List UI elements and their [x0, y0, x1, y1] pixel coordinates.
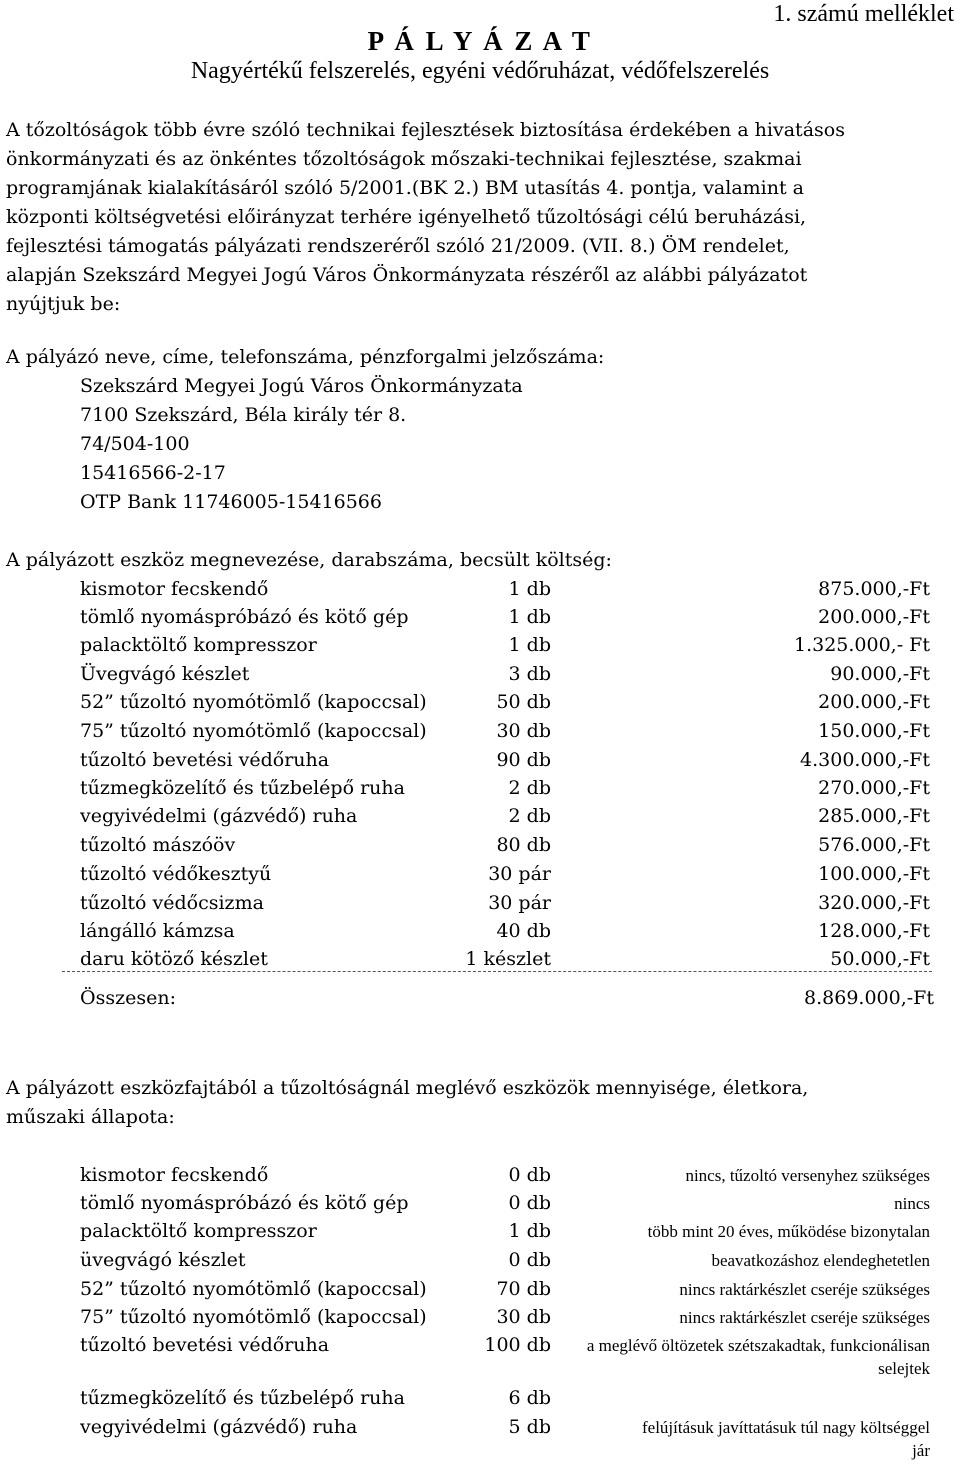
- item-cost: 285.000,-Ft: [818, 805, 930, 827]
- existing-heading-line: műszaki állapota:: [6, 1106, 175, 1128]
- item-name: lángálló kámzsa: [80, 920, 235, 942]
- item-name: tűzoltó bevetési védőruha: [80, 749, 330, 771]
- table-row: [0, 1384, 960, 1413]
- requested-heading: A pályázott eszköz megnevezése, darabszáma, becsült költség:: [6, 549, 612, 571]
- item-name: tűzoltó mászóöv: [80, 834, 236, 856]
- item-quantity: 30 pár: [488, 863, 551, 885]
- table-row: [0, 688, 960, 717]
- document-title: P Á L Y Á Z A T: [367, 26, 593, 56]
- item-name: 52” tűzoltó nyomótömlő (kapoccsal): [80, 691, 427, 713]
- item-cost: 1.325.000,- Ft: [793, 634, 930, 656]
- table-row: [0, 1303, 960, 1332]
- sum-divider: [62, 971, 932, 972]
- item-cost: 4.300.000,-Ft: [800, 749, 930, 771]
- item-name: tömlő nyomáspróbázó és kötő gép: [80, 1192, 409, 1214]
- table-row: [0, 1217, 960, 1246]
- item-name: vegyivédelmi (gázvédő) ruha: [80, 1416, 358, 1438]
- applicant-details: [80, 372, 523, 517]
- item-name: tűzoltó védőkesztyű: [80, 863, 272, 885]
- table-row: [0, 746, 960, 775]
- intro-line: nyújtjuk be:: [6, 293, 121, 315]
- item-quantity: 2 db: [508, 805, 551, 827]
- item-quantity: 100 db: [484, 1334, 551, 1356]
- item-condition: felújításuk javíttatásuk túl nagy költséggel jár: [642, 1418, 930, 1460]
- item-quantity: 30 db: [496, 1306, 551, 1328]
- item-quantity: 50 db: [496, 691, 551, 713]
- intro-line: A tőzoltóságok több évre szóló technikai fejlesztések biztosítása érdekében a hivatásos: [6, 119, 845, 141]
- item-name: üvegvágó készlet: [80, 1249, 246, 1271]
- annex-label: 1. számú melléklet: [773, 1, 954, 27]
- item-name: 52” tűzoltó nyomótömlő (kapoccsal): [80, 1278, 427, 1300]
- item-name: tömlő nyomáspróbázó és kötő gép: [80, 606, 409, 628]
- item-cost: 100.000,-Ft: [818, 863, 930, 885]
- item-quantity: 1 db: [508, 634, 551, 656]
- item-quantity: 40 db: [496, 920, 551, 942]
- intro-line: alapján Szekszárd Megyei Jogú Város Önkormányzata részéről az alábbi pályázatot: [6, 264, 808, 286]
- item-cost: 200.000,-Ft: [818, 691, 930, 713]
- item-quantity: 2 db: [508, 777, 551, 799]
- item-condition: több mint 20 éves, működése bizonytalan: [647, 1222, 930, 1241]
- total-label: Összesen:: [80, 987, 176, 1009]
- item-name: kismotor fecskendő: [80, 578, 269, 600]
- table-row: [0, 860, 960, 889]
- item-name: kismotor fecskendő: [80, 1164, 269, 1186]
- item-name: tűzoltó bevetési védőruha: [80, 1334, 330, 1356]
- item-quantity: 0 db: [508, 1164, 551, 1186]
- item-quantity: 0 db: [508, 1192, 551, 1214]
- table-row: [0, 1189, 960, 1218]
- item-cost: 90.000,-Ft: [830, 663, 930, 685]
- existing-heading-line: A pályázott eszközfajtából a tűzoltóságnál meglévő eszközök mennyisége, életkora,: [6, 1077, 809, 1099]
- intro-paragraph: [6, 116, 954, 319]
- item-quantity: 1 db: [508, 606, 551, 628]
- item-condition: nincs: [894, 1194, 930, 1213]
- table-row: [0, 717, 960, 746]
- intro-line: központi költségvetési előirányzat terhére igényelhető tűzoltósági célú beruházási,: [6, 206, 807, 228]
- item-quantity: 1 készlet: [465, 948, 551, 970]
- table-row: [0, 1331, 960, 1383]
- table-row: [0, 917, 960, 946]
- item-cost: 150.000,-Ft: [818, 720, 930, 742]
- applicant-address: 7100 Szekszárd, Béla király tér 8.: [80, 404, 407, 426]
- document-subtitle: Nagyértékű felszerelés, egyéni védőruházat, védőfelszerelés: [190, 58, 770, 84]
- item-condition: nincs raktárkészlet cseréje szükséges: [679, 1280, 930, 1299]
- applicant-bank-account: OTP Bank 11746005-15416566: [80, 491, 382, 513]
- table-row: [0, 889, 960, 918]
- item-name: tűzmegközelítő és tűzbelépő ruha: [80, 1387, 405, 1409]
- item-name: vegyivédelmi (gázvédő) ruha: [80, 805, 358, 827]
- item-name: palacktöltő kompresszor: [80, 634, 317, 656]
- total-row: [0, 984, 960, 1013]
- item-cost: 200.000,-Ft: [818, 606, 930, 628]
- item-cost: 576.000,-Ft: [818, 834, 930, 856]
- item-cost: 50.000,-Ft: [830, 948, 930, 970]
- item-quantity: 1 db: [508, 578, 551, 600]
- item-name: tűzmegközelítő és tűzbelépő ruha: [80, 777, 405, 799]
- item-condition: a meglévő öltözetek szétszakadtak, funkcionálisan selejtek: [586, 1336, 930, 1378]
- item-quantity: 1 db: [508, 1220, 551, 1242]
- item-cost: 875.000,-Ft: [818, 578, 930, 600]
- item-cost: 270.000,-Ft: [818, 777, 930, 799]
- table-row: [0, 1161, 960, 1190]
- item-name: daru kötöző készlet: [80, 948, 268, 970]
- item-condition: nincs raktárkészlet cseréje szükséges: [679, 1308, 930, 1327]
- item-name: palacktöltő kompresszor: [80, 1220, 317, 1242]
- item-quantity: 0 db: [508, 1249, 551, 1271]
- table-row: [0, 802, 960, 831]
- item-condition: nincs, tűzoltó versenyhez szükséges: [685, 1166, 930, 1185]
- total-value: 8.869.000,-Ft: [804, 987, 934, 1009]
- item-name: 75” tűzoltó nyomótömlő (kapoccsal): [80, 720, 427, 742]
- item-quantity: 70 db: [496, 1278, 551, 1300]
- table-row: [0, 603, 960, 632]
- item-quantity: 80 db: [496, 834, 551, 856]
- applicant-name: Szekszárd Megyei Jogú Város Önkormányzata: [80, 375, 523, 397]
- item-cost: 320.000,-Ft: [818, 892, 930, 914]
- item-name: Üvegvágó készlet: [80, 663, 250, 685]
- item-cost: 128.000,-Ft: [818, 920, 930, 942]
- table-row: [0, 945, 960, 974]
- item-quantity: 6 db: [508, 1387, 551, 1409]
- table-row: [0, 1413, 960, 1463]
- intro-line: önkormányzati és az önkéntes tőzoltóságok mőszaki-technikai fejlesztése, szakmai: [6, 148, 802, 170]
- table-row: [0, 1246, 960, 1275]
- applicant-phone: 74/504-100: [80, 433, 190, 455]
- item-quantity: 5 db: [508, 1416, 551, 1438]
- table-row: [0, 575, 960, 604]
- intro-line: programjának kialakításáról szóló 5/2001.(BK 2.) BM utasítás 4. pontja, valamint a: [6, 177, 804, 199]
- applicant-heading: A pályázó neve, címe, telefonszáma, pénzforgalmi jelzőszáma:: [6, 346, 605, 368]
- table-row: [0, 631, 960, 660]
- table-row: [0, 774, 960, 803]
- item-condition: beavatkozáshoz elendeghetetlen: [711, 1251, 930, 1270]
- item-name: 75” tűzoltó nyomótömlő (kapoccsal): [80, 1306, 427, 1328]
- item-quantity: 30 pár: [488, 892, 551, 914]
- item-name: tűzoltó védőcsizma: [80, 892, 264, 914]
- intro-line: fejlesztési támogatás pályázati rendszeréről szóló 21/2009. (VII. 8.) ÖM rendelet,: [6, 235, 790, 257]
- item-quantity: 90 db: [496, 749, 551, 771]
- item-quantity: 30 db: [496, 720, 551, 742]
- item-quantity: 3 db: [508, 663, 551, 685]
- table-row: [0, 831, 960, 860]
- table-row: [0, 660, 960, 689]
- table-row: [0, 1275, 960, 1304]
- applicant-tax-number: 15416566-2-17: [80, 462, 226, 484]
